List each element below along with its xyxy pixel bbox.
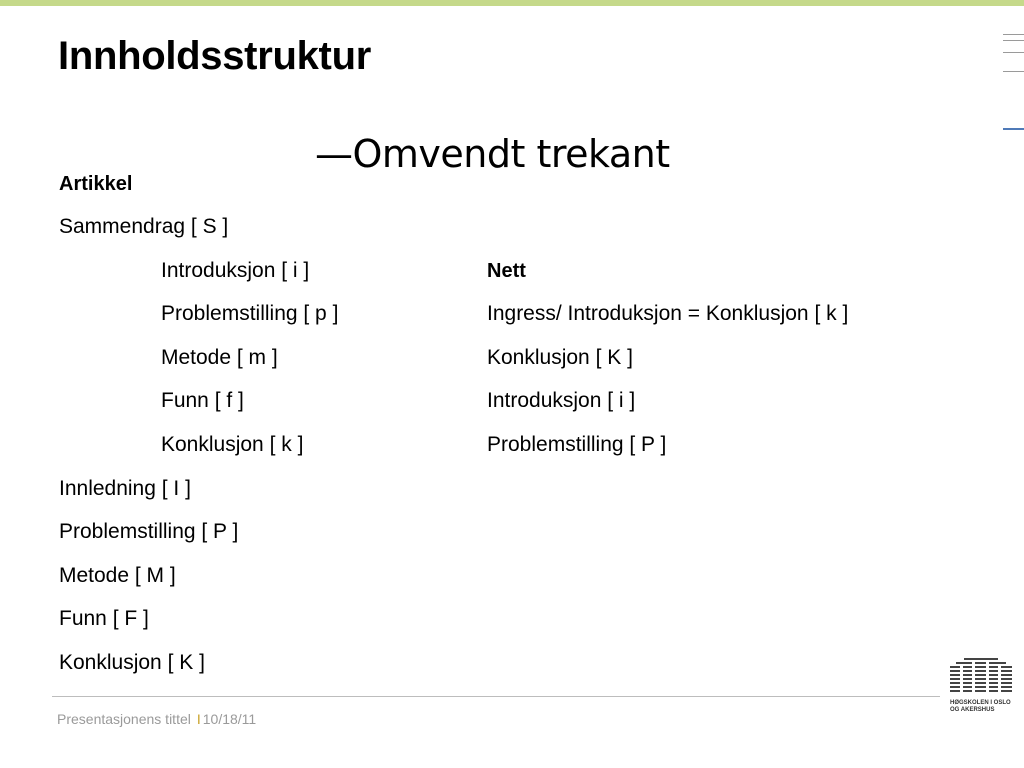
logo-line-2: OG AKERSHUS — [950, 707, 995, 713]
logo-text — [950, 700, 1011, 714]
side-decoration-lines — [1003, 34, 1024, 134]
article-summary: Sammendrag [ S ] — [59, 215, 229, 238]
article-summary-item: Problemstilling [ p ] — [161, 302, 339, 325]
article-section: Innledning [ I ] — [59, 477, 191, 500]
article-summary-item: Introduksjon [ i ] — [161, 259, 310, 282]
slide-subtitle: —Omvendt trekant — [315, 132, 670, 176]
web-item: Introduksjon [ i ] — [487, 389, 636, 412]
article-summary-item: Konklusjon [ k ] — [161, 433, 304, 456]
footer-separator: I — [196, 711, 201, 727]
footer-divider — [52, 696, 940, 697]
article-section: Konklusjon [ K ] — [59, 651, 205, 674]
article-summary-item: Metode [ m ] — [161, 346, 278, 369]
article-section: Metode [ M ] — [59, 564, 176, 587]
article-heading: Artikkel — [59, 173, 133, 195]
web-item: Problemstilling [ P ] — [487, 433, 667, 456]
web-heading: Nett — [487, 260, 526, 282]
article-section: Funn [ F ] — [59, 607, 149, 630]
top-accent-bar — [0, 0, 1024, 6]
article-summary-item: Funn [ f ] — [161, 389, 244, 412]
web-item: Konklusjon [ K ] — [487, 346, 633, 369]
logo-line-1: HØGSKOLEN I OSLO — [950, 700, 1011, 706]
web-item: Ingress/ Introduksjon = Konklusjon [ k ] — [487, 302, 849, 325]
footer-presentation-title: Presentasjonens tittel — [57, 711, 191, 727]
footer-date: 10/18/11 — [202, 711, 257, 727]
article-section: Problemstilling [ P ] — [59, 520, 239, 543]
slide-title: Innholdsstruktur — [58, 34, 371, 78]
footer — [57, 711, 256, 727]
